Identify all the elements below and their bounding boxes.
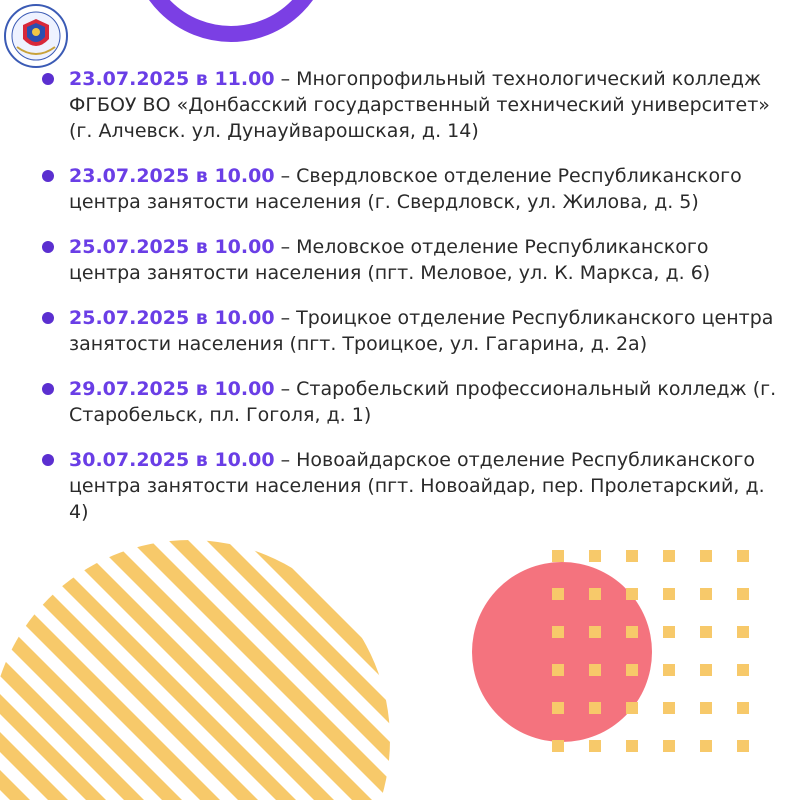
decorative-dot <box>626 664 638 676</box>
decorative-ring <box>130 0 332 42</box>
event-date: 23.07.2025 в 11.00 <box>69 68 275 90</box>
decorative-dot <box>700 702 712 714</box>
decorative-dot <box>589 702 601 714</box>
decorative-dot <box>589 588 601 600</box>
decorative-dot <box>700 550 712 562</box>
bullet-icon <box>42 383 54 395</box>
decorative-dot <box>663 702 675 714</box>
decorative-dot <box>552 550 564 562</box>
decorative-dot <box>589 664 601 676</box>
decorative-dot <box>552 588 564 600</box>
decorative-dot <box>737 550 749 562</box>
bullet-icon <box>42 241 54 253</box>
decorative-shapes <box>0 540 800 800</box>
decorative-dot <box>663 626 675 638</box>
decorative-dot <box>626 740 638 752</box>
decorative-dot <box>589 550 601 562</box>
decorative-dot <box>626 588 638 600</box>
list-item <box>42 376 782 428</box>
event-location: – Троицкое отделение Республиканского центра занятости населения (пгт. Троицкое, ул. Гагарина, д. 2а) <box>69 307 774 355</box>
decorative-dot <box>737 702 749 714</box>
event-location: – Многопрофильный технологический колледж ФГБОУ ВО «Донбасский государственный технический университет» (г. Алчевск. ул. Дунауйварошская, д. 14) <box>69 68 770 142</box>
bullet-icon <box>42 454 54 466</box>
decorative-dot <box>552 702 564 714</box>
decorative-dot <box>663 550 675 562</box>
list-item <box>42 66 782 144</box>
event-date: 23.07.2025 в 10.00 <box>69 165 275 187</box>
decorative-dot <box>737 626 749 638</box>
decorative-dot <box>737 664 749 676</box>
event-location: – Новоайдарское отделение Республиканского центра занятости населения (пгт. Новоайдар, пер. Пролетарский, д. 4) <box>69 449 765 523</box>
decorative-dot <box>552 740 564 752</box>
decorative-dot <box>626 550 638 562</box>
bullet-icon <box>42 73 54 85</box>
college-emblem-icon <box>3 3 69 69</box>
bullet-icon <box>42 312 54 324</box>
decorative-dot <box>626 626 638 638</box>
decorative-dot <box>626 702 638 714</box>
decorative-dot <box>737 588 749 600</box>
decorative-dot <box>700 626 712 638</box>
event-location: – Свердловское отделение Республиканского центра занятости населения (г. Свердловск, ул. Жилова, д. 5) <box>69 165 742 213</box>
list-item <box>42 234 782 286</box>
decorative-dot <box>589 740 601 752</box>
decorative-dot <box>552 626 564 638</box>
decorative-dot <box>589 626 601 638</box>
events-list <box>42 66 782 544</box>
decorative-dot <box>700 740 712 752</box>
stripe <box>662 540 800 800</box>
decorative-dot <box>663 588 675 600</box>
decorative-dot <box>663 664 675 676</box>
decorative-dot <box>663 740 675 752</box>
striped-circle <box>0 540 800 800</box>
list-item <box>42 447 782 525</box>
event-date: 25.07.2025 в 10.00 <box>69 307 275 329</box>
event-location: – Меловское отделение Республиканского центра занятости населения (пгт. Меловое, ул. К. Маркса, д. 6) <box>69 236 711 284</box>
decorative-dot <box>700 664 712 676</box>
list-item <box>42 305 782 357</box>
event-date: 29.07.2025 в 10.00 <box>69 378 275 400</box>
decorative-dot <box>737 740 749 752</box>
event-date: 30.07.2025 в 10.00 <box>69 449 275 471</box>
event-location: – Старобельский профессиональный колледж (г. Старобельск, пл. Гоголя, д. 1) <box>69 378 777 426</box>
decorative-dot <box>552 664 564 676</box>
decorative-dot <box>700 588 712 600</box>
bullet-icon <box>42 170 54 182</box>
event-date: 25.07.2025 в 10.00 <box>69 236 275 258</box>
list-item <box>42 163 782 215</box>
